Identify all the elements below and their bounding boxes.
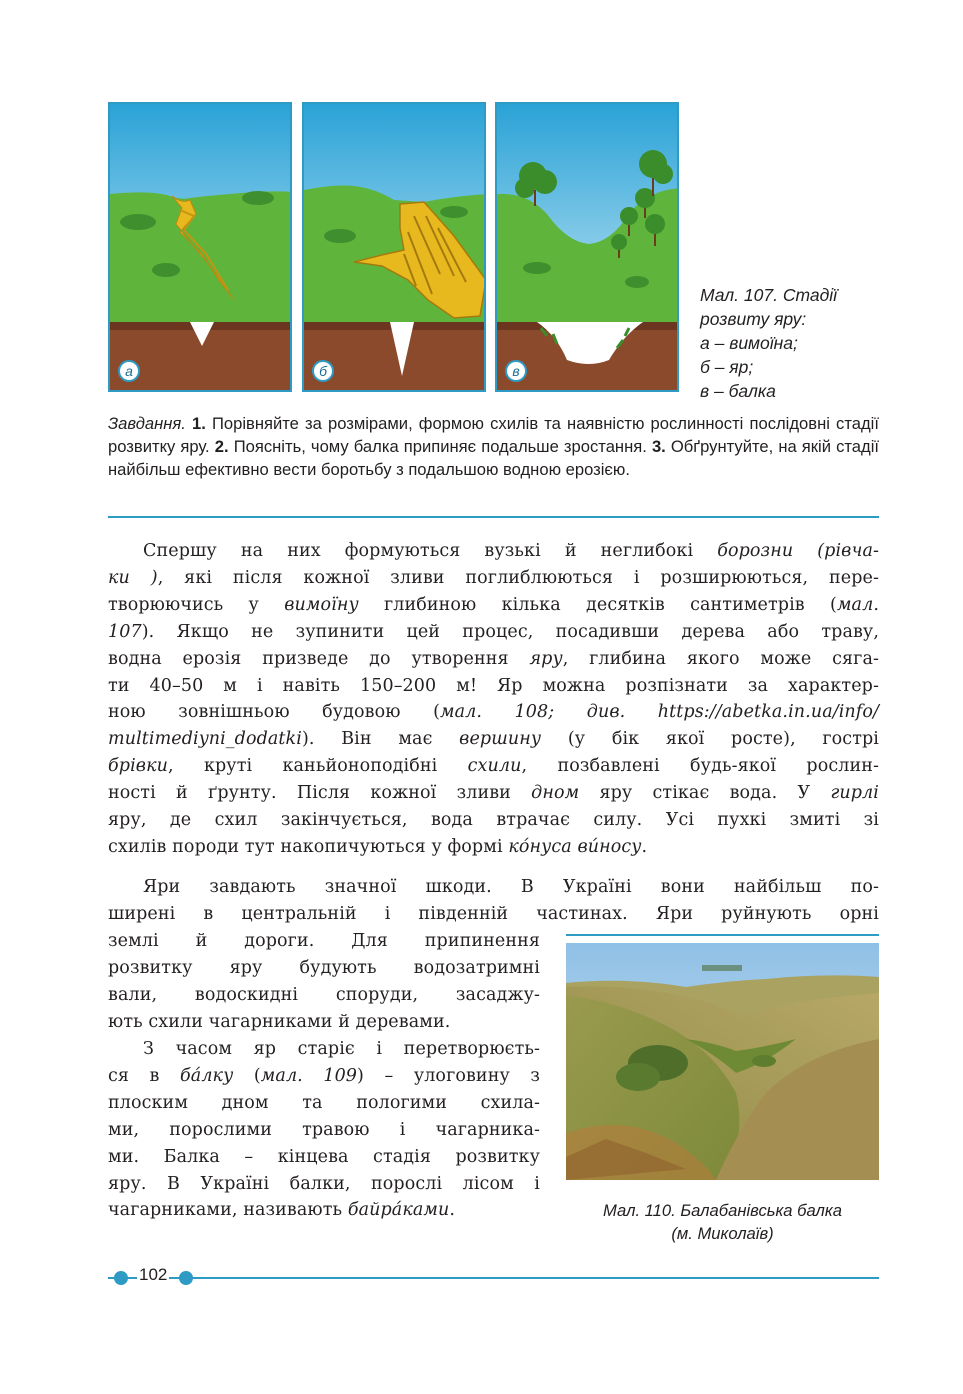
text-line: водна ерозія призведе до утворення яру, глибина якого може сяга- — [108, 648, 879, 669]
figure-107-panel-b — [302, 102, 486, 392]
caption-line: Мал. 107. Стадії — [700, 285, 838, 305]
text-line: ся в ба́лку (мал. 109) – улоговину з — [108, 1065, 540, 1086]
task-text: Обґрунтуйте, на якій стадії найбільш ефективно вести боротьбу з подальшою водною ерозією. — [108, 437, 880, 480]
text-line: плоским дном та пологими схила- — [108, 1092, 540, 1113]
task-text: Порівняйте за розмірами, формою схилів та наявністю рослинності послідовні стадії розвитку яру. — [108, 414, 879, 457]
text-line: землі й дороги. Для припинення — [108, 931, 540, 951]
text-line: яру, де схил закінчується, вода втрачає силу. Усі пухкі змиті зі — [108, 810, 879, 831]
balka-illustration — [497, 104, 679, 392]
text-line: З часом яр старіє і перетворюєть- — [143, 1039, 540, 1059]
task-number: 3. — [651, 437, 666, 457]
caption-line: в – балка — [700, 381, 776, 401]
text-line: ти 40–50 м і навіть 150–200 м! Яр можна розпізнати за характер- — [108, 675, 879, 696]
task-number: 1. — [191, 414, 206, 433]
caption-line: розвиту яру: — [700, 309, 807, 329]
paragraph-ravines — [108, 538, 879, 861]
text-line: Яри завдають значної шкоди. В Україні вони найбільш по- — [143, 877, 879, 897]
text-line: ють схили чагарниками й деревами. — [108, 1011, 451, 1032]
figure-110-top-rule — [566, 934, 879, 936]
text-line: ки ), які після кожної зливи поглиблюються і розширюються, пере- — [108, 567, 880, 588]
text-line: схилів породи тут накопичуються у формі ко́нуса ви́носу. — [108, 836, 648, 857]
text-line: вали, водоскидні споруди, засаджу- — [108, 984, 540, 1005]
footer-dot-left — [114, 1271, 128, 1285]
task-block — [108, 412, 879, 482]
text-line: чагарниками, називають байра́ками. — [108, 1200, 456, 1221]
panel-label-a: а — [118, 360, 140, 382]
panel-label-b: б — [312, 360, 334, 382]
paragraph-damage-narrow — [108, 928, 540, 1036]
text-line: ми, порослими травою і чагарника- — [108, 1119, 540, 1140]
paragraph-balka — [108, 1036, 540, 1224]
figure-107-caption — [700, 283, 900, 403]
footer-rule — [108, 1277, 879, 1279]
text-line: творюючись у вимоїну глибиною кілька десятків сантиметрів (мал. — [108, 594, 879, 615]
text-line: брівки, круті каньйоноподібні схили, позбавлені будь-якої рослин- — [108, 756, 880, 777]
paragraph-damage-full — [108, 874, 879, 928]
text-line: multimediyni_dodatki). Він має вершину (у бік якої росте), гострі — [108, 729, 879, 750]
text-line: ширені в центральній і південній частинах. Яри руйнують орні — [108, 903, 879, 924]
text-line: Спершу на них формуються вузькі й неглибокі борозни (рівча- — [143, 541, 880, 561]
caption-line: Мал. 110. Балабанівська балка — [603, 1201, 842, 1220]
task-text: Поясніть, чому балка припиняє подальше зростання. — [228, 437, 652, 457]
footer-dot-right — [179, 1271, 193, 1285]
section-divider — [108, 516, 879, 518]
vymoina-illustration — [110, 104, 292, 392]
caption-line: (м. Миколаїв) — [671, 1224, 774, 1243]
balabanivska-balka-photo — [566, 943, 879, 1180]
panel-label-v: в — [505, 360, 527, 382]
text-line: ною зовнішньою будовою (мал. 108; див. https://abetka.in.ua/info/ — [108, 702, 879, 723]
gully-illustration — [304, 104, 486, 392]
text-line: розвитку яру будують водозатримні — [108, 957, 540, 978]
text-line: ми. Балка – кінцева стадія розвитку — [108, 1146, 540, 1167]
text-line: 107). Якщо не зупинити цей процес, посадивши дерева або траву, — [108, 621, 879, 642]
figure-110-caption — [566, 1199, 879, 1245]
caption-line: а – вимоїна; — [700, 333, 798, 353]
figure-107-panel-v — [495, 102, 679, 392]
caption-line: б – яр; — [700, 357, 754, 377]
text-line: яру. В Україні балки, порослі лісом і — [108, 1173, 540, 1194]
task-number: 2. — [214, 437, 229, 457]
figure-107-panel-a — [108, 102, 292, 392]
page-number: 102 — [139, 1265, 168, 1284]
text-line: ності й ґрунту. Після кожної зливи дном яру стікає вода. У гирлі — [108, 783, 879, 804]
task-label: Завдання. — [108, 414, 186, 433]
